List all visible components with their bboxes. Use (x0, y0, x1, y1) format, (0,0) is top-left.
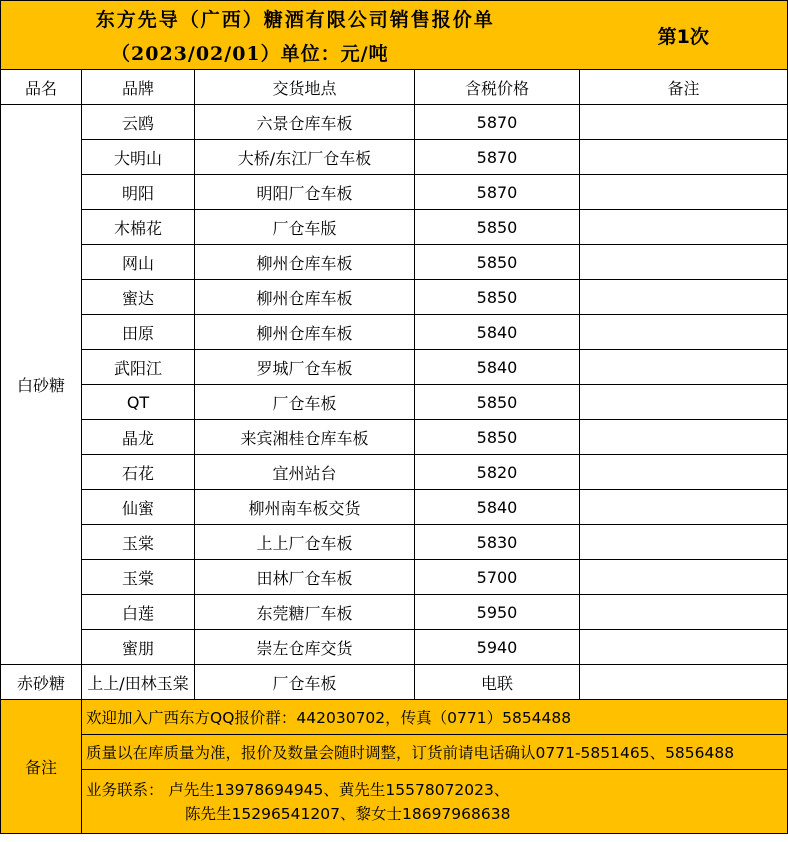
remark-cell (580, 175, 788, 210)
notes-row (1, 735, 788, 770)
delivery-cell: 厂仓车板 (195, 665, 415, 700)
table-row (1, 315, 788, 350)
table-row (1, 385, 788, 420)
delivery-cell: 大桥/东江厂仓车板 (195, 140, 415, 175)
delivery-cell: 厂仓车板 (195, 385, 415, 420)
table-row (1, 105, 788, 140)
price-cell: 5830 (415, 525, 580, 560)
remark-cell (580, 245, 788, 280)
brand-cell: 石花 (82, 455, 195, 490)
delivery-cell: 崇左仓库交货 (195, 630, 415, 665)
table-row (1, 140, 788, 175)
brand-cell: 上上/田林玉棠 (82, 665, 195, 700)
brand-cell: 田原 (82, 315, 195, 350)
table-row (1, 560, 788, 595)
delivery-cell: 柳州仓库车板 (195, 245, 415, 280)
brand-cell: 白莲 (82, 595, 195, 630)
price-cell: 5840 (415, 350, 580, 385)
table-row (1, 665, 788, 700)
table-row (1, 630, 788, 665)
brand-cell: 网山 (82, 245, 195, 280)
price-cell: 5840 (415, 490, 580, 525)
remark-cell (580, 315, 788, 350)
delivery-cell: 田林厂仓车板 (195, 560, 415, 595)
delivery-cell: 厂仓车版 (195, 210, 415, 245)
brand-cell: 明阳 (82, 175, 195, 210)
brand-cell: 蜜朋 (82, 630, 195, 665)
remark-cell (580, 385, 788, 420)
notes-quality: 质量以在库质量为准，报价及数量会随时调整，订货前请电话确认0771-5851465、5856488 (82, 735, 788, 770)
table-row (1, 350, 788, 385)
price-cell: 5870 (415, 140, 580, 175)
contacts-line-1: 业务联系： 卢先生13978694945、黄先生15578072023、 (86, 780, 510, 799)
price-cell: 5820 (415, 455, 580, 490)
delivery-cell: 来宾湘桂仓库车板 (195, 420, 415, 455)
brand-cell: 晶龙 (82, 420, 195, 455)
delivery-cell: 罗城厂仓车板 (195, 350, 415, 385)
delivery-cell: 东莞糖厂车板 (195, 595, 415, 630)
product-category: 白砂糖 (1, 105, 82, 665)
notes-label: 备注 (1, 700, 82, 834)
delivery-cell: 宜州站台 (195, 455, 415, 490)
notes-row (1, 770, 788, 834)
table-row (1, 455, 788, 490)
delivery-cell: 上上厂仓车板 (195, 525, 415, 560)
notes-contacts (82, 770, 788, 834)
price-cell: 5850 (415, 280, 580, 315)
document-title: 东方先导（广西）糖酒有限公司销售报价单 (95, 8, 495, 31)
col-header-brand: 品牌 (82, 70, 195, 105)
notes-qq-fax: 欢迎加入广西东方QQ报价群：442030702，传真（0771）5854488 (82, 700, 788, 735)
brand-cell: 云鸥 (82, 105, 195, 140)
remark-cell (580, 140, 788, 175)
brand-cell: 仙蜜 (82, 490, 195, 525)
price-cell: 5840 (415, 315, 580, 350)
table-row (1, 280, 788, 315)
remark-cell (580, 560, 788, 595)
round-label: 第1次 (657, 25, 709, 48)
remark-cell (580, 630, 788, 665)
notes-row (1, 700, 788, 735)
remark-cell (580, 595, 788, 630)
date-unit-line: （2023/02/01）单位：元/吨 (111, 42, 389, 65)
table-row (1, 525, 788, 560)
remark-cell (580, 210, 788, 245)
delivery-cell: 柳州仓库车板 (195, 280, 415, 315)
remark-cell (580, 420, 788, 455)
remark-cell (580, 490, 788, 525)
col-header-delivery: 交货地点 (195, 70, 415, 105)
brand-cell: QT (82, 385, 195, 420)
column-header-row (1, 70, 788, 105)
title-row (1, 1, 788, 36)
brand-cell: 玉棠 (82, 525, 195, 560)
brand-cell: 玉棠 (82, 560, 195, 595)
price-cell: 5850 (415, 245, 580, 280)
remark-cell (580, 280, 788, 315)
delivery-cell: 明阳厂仓车板 (195, 175, 415, 210)
table-row (1, 595, 788, 630)
delivery-cell: 柳州南车板交货 (195, 490, 415, 525)
brand-cell: 蜜达 (82, 280, 195, 315)
table-row (1, 210, 788, 245)
col-header-price: 含税价格 (415, 70, 580, 105)
price-cell: 5850 (415, 210, 580, 245)
table-row (1, 420, 788, 455)
price-cell: 5870 (415, 105, 580, 140)
price-cell: 5850 (415, 420, 580, 455)
price-cell: 5940 (415, 630, 580, 665)
brand-cell: 木棉花 (82, 210, 195, 245)
remark-cell (580, 105, 788, 140)
remark-cell (580, 350, 788, 385)
price-cell: 5850 (415, 385, 580, 420)
col-header-product: 品名 (1, 70, 82, 105)
table-row (1, 490, 788, 525)
table-row (1, 175, 788, 210)
remark-cell (580, 665, 788, 700)
brand-cell: 大明山 (82, 140, 195, 175)
price-cell: 5950 (415, 595, 580, 630)
brand-cell: 武阳江 (82, 350, 195, 385)
price-cell: 5870 (415, 175, 580, 210)
delivery-cell: 六景仓库车板 (195, 105, 415, 140)
price-cell: 5700 (415, 560, 580, 595)
delivery-cell: 柳州仓库车板 (195, 315, 415, 350)
contacts-line-2: 陈先生15296541207、黎女士18697968638 (185, 804, 511, 823)
table-row (1, 245, 788, 280)
col-header-remark: 备注 (580, 70, 788, 105)
price-cell: 电联 (415, 665, 580, 700)
product-category: 赤砂糖 (1, 665, 82, 700)
remark-cell (580, 455, 788, 490)
remark-cell (580, 525, 788, 560)
